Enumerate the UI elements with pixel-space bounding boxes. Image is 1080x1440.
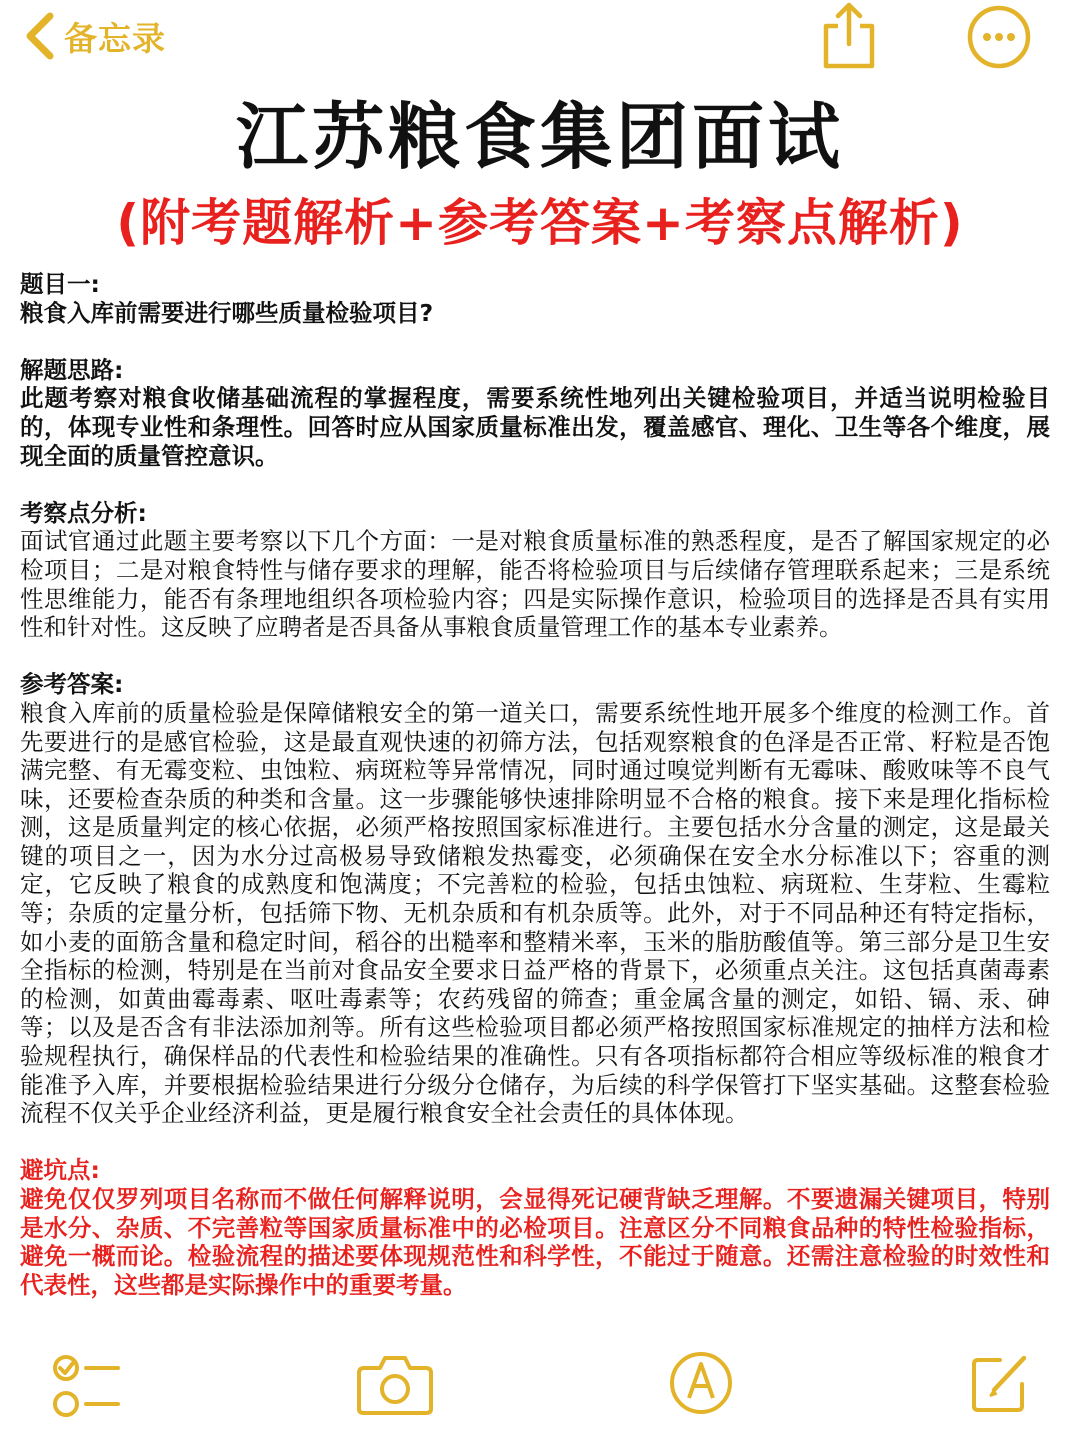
pitfalls-heading: 避坑点: [20, 1156, 100, 1185]
back-label: 备忘录 [64, 18, 166, 58]
approach-text: 此题考察对粮食收储基础流程的掌握程度，需要系统性地列出关键检验项目，并适当说明检验目的，体现专业性和条理性。回答时应从国家质量标准出发，覆盖感官、理化、卫生等各个维度，展现全面的质量管控意识。 [20, 384, 1050, 470]
top-nav-bar [0, 0, 1080, 80]
note-subtitle: (附考题解析+参考答案+考察点解析) [116, 194, 964, 252]
markup-pen-icon[interactable] [668, 1350, 734, 1416]
analysis-section [20, 499, 1050, 642]
answer-section [20, 670, 1050, 1128]
pitfalls-section [20, 1156, 1050, 1299]
checklist-icon[interactable] [50, 1352, 122, 1424]
pitfalls-text: 避免仅仅罗列项目名称而不做任何解释说明，会显得死记硬背缺乏理解。不要遗漏关键项目，特别是水分、杂质、不完善粒等国家质量标准中的必检项目。注意区分不同粮食品种的特性检验指标，避免一概而论。检验流程的描述要体现规范性和科学性，不能过于随意。还需注意检验的时效性和代表性，这些都是实际操作中的重要考量。 [20, 1185, 1050, 1299]
back-button[interactable] [22, 8, 166, 64]
analysis-heading: 考察点分析: [20, 498, 147, 527]
bottom-toolbar [0, 1346, 1080, 1440]
question-section [20, 270, 1050, 327]
question-heading: 题目一: [20, 270, 100, 298]
more-options-icon[interactable] [966, 4, 1032, 70]
compose-icon[interactable] [968, 1350, 1032, 1416]
note-body[interactable] [20, 270, 1050, 1328]
answer-text: 粮食入库前的质量检验是保障储粮安全的第一道关口，需要系统性地开展多个维度的检测工作。首先要进行的是感官检验，这是最直观快速的初筛方法，包括观察粮食的色泽是否正常、籽粒是否饱满完整、有无霉变粒、虫蚀粒、病斑粒等异常情况，同时通过嗅觉判断有无霉味、酸败味等不良气味，还要检查杂质的种类和含量。这一步骤能够快速排除明显不合格的粮食。接下来是理化指标检测，这是质量判定的核心依据，必须严格按照国家标准进行。主要包括水分含量的测定，这是最关键的项目之一，因为水分过高极易导致储粮发热霉变，必须确保在安全水分标准以下；容重的测定，它反映了粮食的成熟度和饱满度；不完善粒的检验，包括虫蚀粒、病斑粒、生芽粒、生霉粒等；杂质的定量分析，包括筛下物、无机杂质和有机杂质等。此外，对于不同品种还有特定指标，如小麦的面筋含量和稳定时间，稻谷的出糙率和整精米率，玉米的脂肪酸值等。第三部分是卫生安全指标的检测，特别是在当前对食品安全要求日益严格的背景下，必须重点关注。这包括真菌毒素的检测，如黄曲霉毒素、呕吐毒素等；农药残留的筛查；重金属含量的测定，如铅、镉、汞、砷等；以及是否含有非法添加剂等。所有这些检验项目都必须严格按照国家标准规定的抽样方法和检验规程执行，确保样品的代表性和检验结果的准确性。只有各项指标都符合相应等级标准的粮食才能准予入库，并要根据检验结果进行分级分仓储存，为后续的科学保管打下坚实基础。这整套检验流程不仅关乎企业经济利益，更是履行粮食安全社会责任的具体体现。 [20, 698, 1050, 1128]
note-title: 江苏粮食集团面试 [235, 95, 844, 179]
approach-section [20, 356, 1050, 470]
analysis-text: 面试官通过此题主要考察以下几个方面：一是对粮食质量标准的熟悉程度，是否了解国家规定的必检项目；二是对粮食特性与储存要求的理解，能否将检验项目与后续储存管理联系起来；三是系统性思维能力，能否有条理地组织各项检验内容；四是实际操作意识，检验项目的选择是否具有实用性和针对性。这反映了应聘者是否具备从事粮食质量管理工作的基本专业素养。 [20, 527, 1050, 642]
answer-heading: 参考答案: [20, 670, 124, 699]
approach-heading: 解题思路: [20, 355, 124, 384]
camera-icon[interactable] [356, 1354, 434, 1416]
share-icon[interactable] [818, 0, 880, 72]
chevron-left-icon [22, 10, 58, 62]
question-text: 粮食入库前需要进行哪些质量检验项目? [20, 298, 434, 327]
